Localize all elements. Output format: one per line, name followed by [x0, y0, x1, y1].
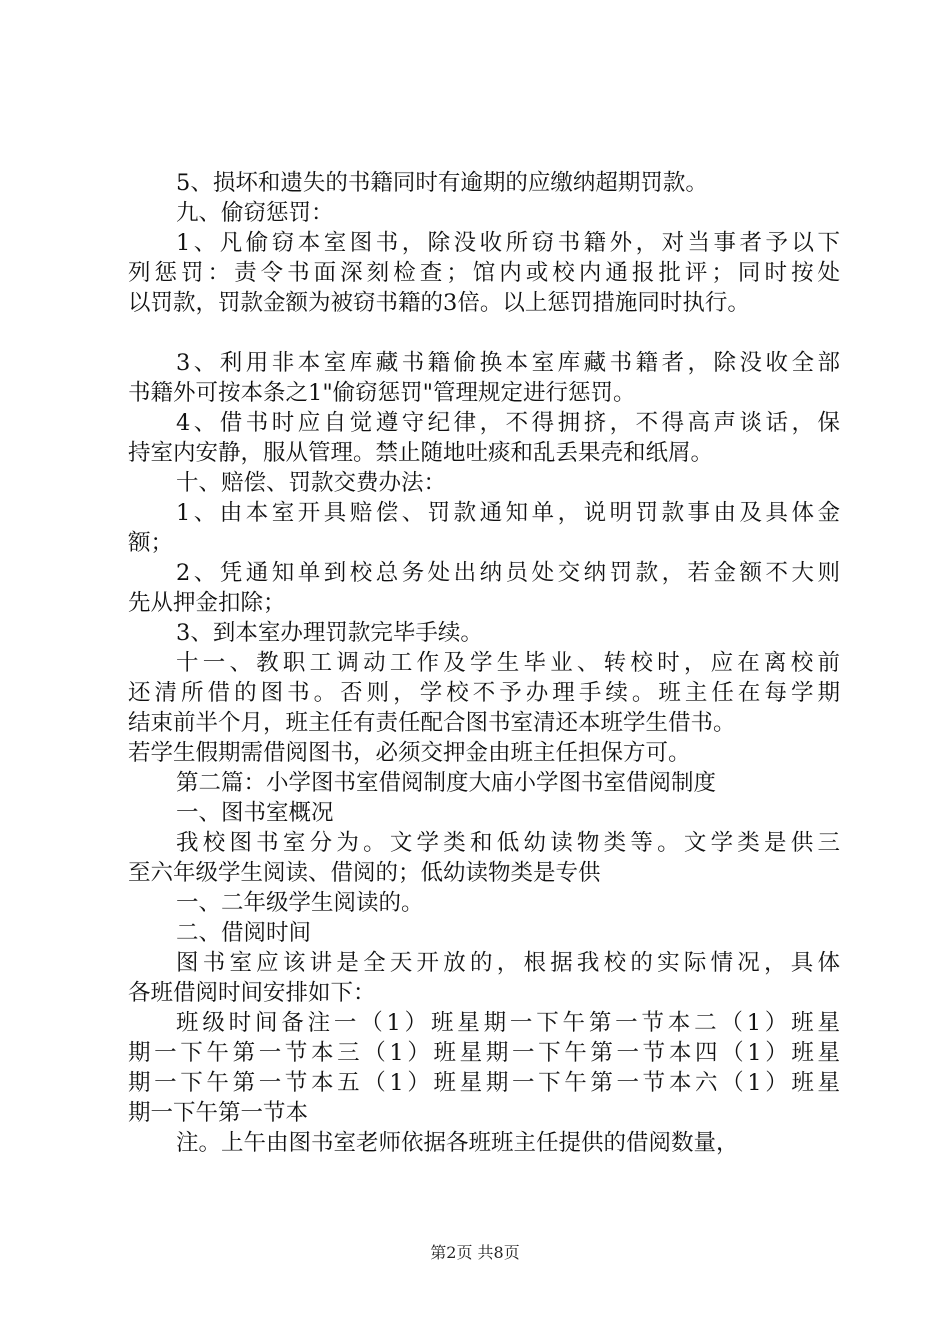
- paragraph-line: 若学生假期需借阅图书，必须交押金由班主任担保方可。: [128, 740, 691, 766]
- paragraph-line: 至六年级学生阅读、借阅的；低幼读物类是专供: [128, 860, 601, 886]
- paragraph-line: 以罚款，罚款金额为被窃书籍的3倍。以上惩罚措施同时执行。: [128, 290, 750, 316]
- paragraph-line: 2、凭通知单到校总务处出纳员处交纳罚款，若金额不大则: [176, 560, 840, 586]
- paragraph-line: 4、借书时应自觉遵守纪律，不得拥挤，不得高声谈话，保: [176, 410, 840, 436]
- blank-line: [128, 318, 840, 348]
- paragraph-line: 列惩罚：责令书面深刻检查；馆内或校内通报批评；同时按处: [128, 260, 840, 286]
- paragraph-line: 3、到本室办理罚款完毕手续。: [176, 620, 483, 646]
- paragraph-line: 先从押金扣除；: [128, 590, 286, 616]
- paragraph-line: 图书室应该讲是全天开放的，根据我校的实际情况，具体: [176, 950, 840, 976]
- section-heading: 九、偷窃惩罚：: [176, 200, 334, 226]
- paragraph-line: 1、凡偷窃本室图书，除没收所窃书籍外，对当事者予以下: [176, 230, 840, 256]
- paragraph-line: 一、二年级学生阅读的。: [176, 890, 424, 916]
- section-heading: 二、借阅时间: [176, 920, 312, 946]
- article-title: 第二篇：小学图书室借阅制度大庙小学图书室借阅制度: [176, 770, 717, 796]
- page-number: 第2页 共8页: [430, 1243, 520, 1262]
- paragraph-line: 期一下午第一节本五（1）班星期一下午第一节本六（1）班星: [128, 1070, 840, 1096]
- paragraph-line: 期一下午第一节本: [128, 1100, 309, 1126]
- paragraph-line: 期一下午第一节本三（1）班星期一下午第一节本四（1）班星: [128, 1040, 840, 1066]
- paragraph-line: 额；: [128, 530, 174, 556]
- paragraph-line: 十一、教职工调动工作及学生毕业、转校时，应在离校前: [176, 650, 840, 676]
- paragraph-line: 结束前半个月，班主任有责任配合图书室清还本班学生借书。: [128, 710, 736, 736]
- paragraph-line: 书籍外可按本条之1"偷窃惩罚"管理规定进行惩罚。: [128, 380, 636, 406]
- paragraph-line: 3、利用非本室库藏书籍偷换本室库藏书籍者，除没收全部: [176, 350, 840, 376]
- paragraph-line: 1、由本室开具赔偿、罚款通知单，说明罚款事由及具体金: [176, 500, 840, 526]
- paragraph-line: 5、损坏和遗失的书籍同时有逾期的应缴纳超期罚款。: [176, 170, 708, 196]
- paragraph-line: 班级时间备注一（1）班星期一下午第一节本二（1）班星: [176, 1010, 840, 1036]
- paragraph-line: 各班借阅时间安排如下：: [128, 980, 376, 1006]
- paragraph-line: 注。上午由图书室老师依据各班班主任提供的借阅数量，: [176, 1130, 739, 1156]
- paragraph-line: 持室内安静，服从管理。禁止随地吐痰和乱丢果壳和纸屑。: [128, 440, 714, 466]
- section-heading: 一、图书室概况: [176, 800, 334, 826]
- page-footer: [0, 1242, 950, 1264]
- paragraph-line: 还清所借的图书。否则，学校不予办理手续。班主任在每学期: [128, 680, 840, 706]
- document-body: [128, 168, 840, 1158]
- paragraph-line: 我校图书室分为。文学类和低幼读物类等。文学类是供三: [176, 830, 840, 856]
- section-heading: 十、赔偿、罚款交费办法：: [176, 470, 447, 496]
